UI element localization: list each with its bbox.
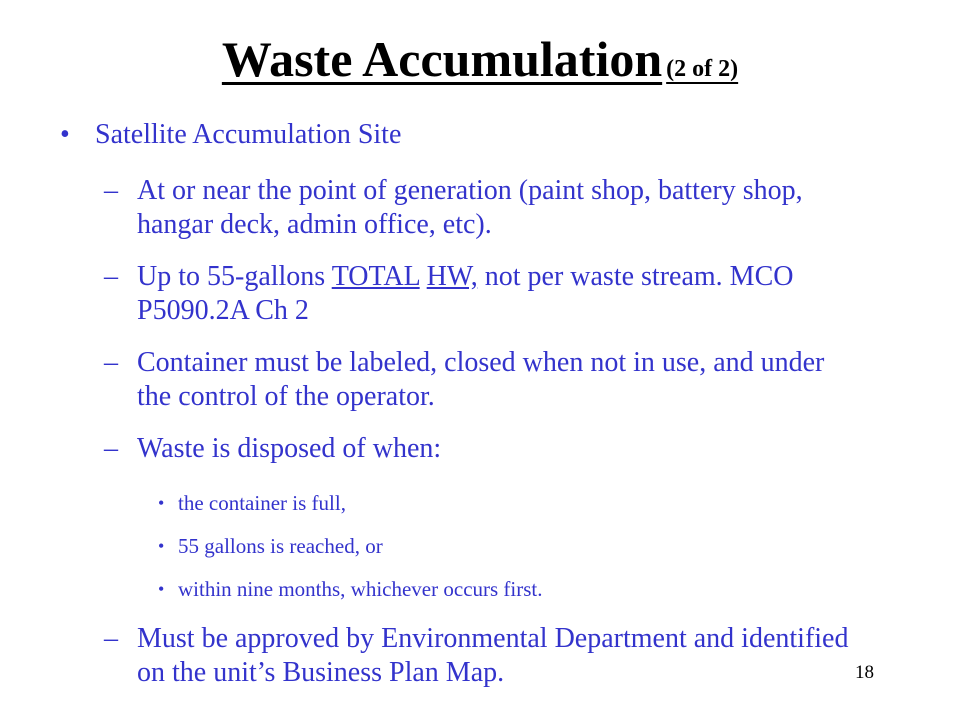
title-suffix: (2 of 2) bbox=[666, 56, 739, 82]
bullet-satellite-site bbox=[60, 118, 402, 152]
total-link[interactable]: TOTAL bbox=[331, 261, 420, 292]
dash-icon: – bbox=[104, 623, 118, 654]
subsubbullet-container-full bbox=[158, 490, 346, 516]
space bbox=[420, 261, 427, 292]
bullet-icon: • bbox=[158, 493, 165, 513]
subbullet-prefix: Up to 55-gallons bbox=[137, 261, 332, 292]
bullet-text: Satellite Accumulation Site bbox=[95, 119, 402, 150]
title-main: Waste Accumulation bbox=[221, 31, 663, 87]
subbullet-text: Must be approved by Environmental Department and identified on the unit’s Business Plan Map. bbox=[137, 623, 849, 688]
bullet-icon: • bbox=[60, 119, 70, 150]
dash-icon: – bbox=[104, 261, 118, 292]
subbullet-text: Waste is disposed of when: bbox=[137, 433, 442, 464]
dash-icon: – bbox=[104, 175, 118, 206]
subbullet-suffix: not per waste stream. MCO P5090.2A Ch 2 bbox=[137, 261, 794, 326]
subbullet-container-labeled bbox=[104, 346, 857, 414]
subbullet-point-of-generation bbox=[104, 174, 857, 242]
hw-link[interactable]: HW, bbox=[426, 261, 478, 292]
bullet-icon: • bbox=[158, 536, 165, 556]
dash-icon: – bbox=[104, 433, 118, 464]
subbullet-text: At or near the point of generation (paint shop, battery shop, hangar deck, admin office, etc). bbox=[137, 175, 803, 240]
bullet-icon: • bbox=[158, 579, 165, 599]
subbullet-text: Container must be labeled, closed when not in use, and under the control of the operator. bbox=[137, 347, 825, 412]
subsubbullet-text: 55 gallons is reached, or bbox=[178, 534, 383, 558]
subsubbullet-55-gallons-reached bbox=[158, 533, 383, 559]
dash-icon: – bbox=[104, 347, 118, 378]
subsubbullet-text: the container is full, bbox=[178, 491, 346, 515]
subsubbullet-text: within nine months, whichever occurs first. bbox=[178, 577, 543, 601]
subbullet-waste-disposed bbox=[104, 432, 857, 466]
subbullet-55-gallons bbox=[104, 260, 857, 328]
page-number: 18 bbox=[855, 662, 874, 683]
subsubbullet-nine-months bbox=[158, 576, 543, 602]
subbullet-approved-by-env bbox=[104, 622, 857, 690]
